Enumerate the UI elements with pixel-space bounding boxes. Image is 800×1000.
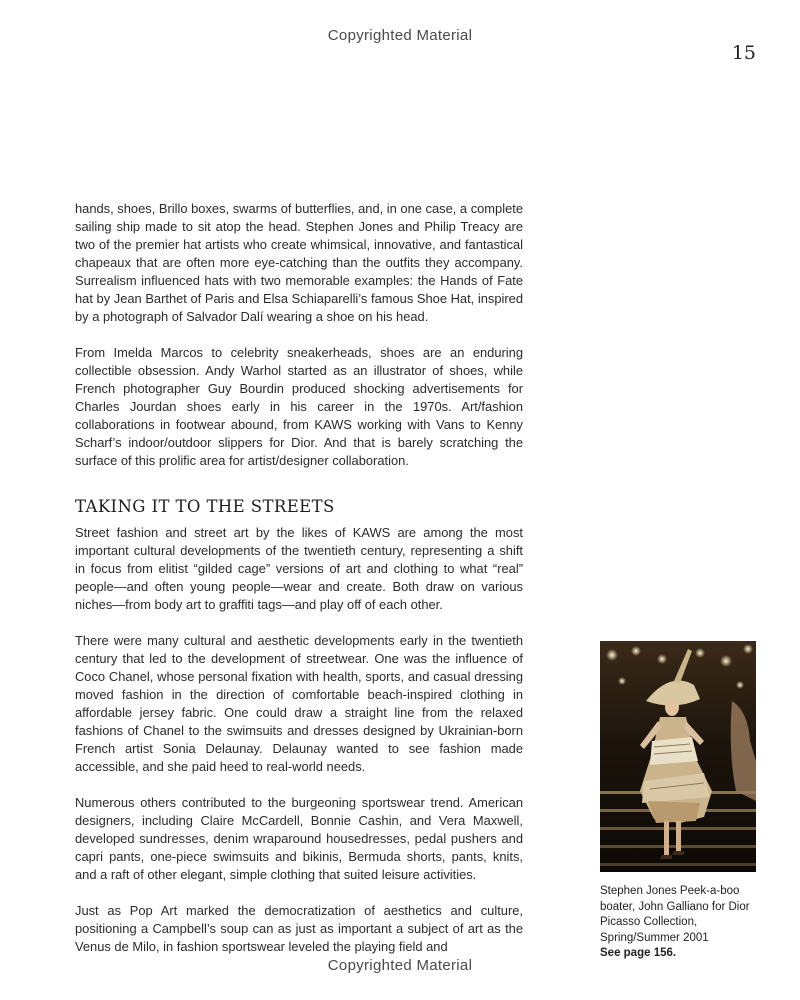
page-number: 15 <box>731 42 756 64</box>
body-paragraph: From Imelda Marcos to celebrity sneakerheads, shoes are an enduring collectible obsession. Andy Warhol started as an illustrator of shoes, while French photographer Guy Bourdin produced shocking advertisements for Charles Jourdan shoes early in his career in the 1970s. Art/fashion collaborations in footwear abound, from KAWS working with Vans to Kenny Scharf’s indoor/outdoor slippers for Dior. And that is barely scratching the surface of this prolific area for artist/designer collaboration. <box>75 345 523 468</box>
body-paragraph: hands, shoes, Brillo boxes, swarms of butterflies, and, in one case, a complete sailing ship made to sit atop the head. Stephen Jones and Philip Treacy are two of the premier hat artists who create whimsical, innovative, and fantastical chapeaux that are often more eye-catching than the outfits they accompany. Surrealism influenced hats with two memorable examples: the Hands of Fate hat by Jean Barthet of Paris and Elsa Schiaparelli’s famous Shoe Hat, inspired by a photograph of Salvador Dalí wearing a shoe on his head. <box>75 201 523 324</box>
body-paragraph: There were many cultural and aesthetic developments early in the twentieth century that led to the development of streetwear. One was the influence of Coco Chanel, whose personal fixation with health, sports, and casual dressing moved fashion in the direction of comfortable beach-inspired clothing in affordable jersey fabric. One could draw a straight line from the relaxed fashions of Chanel to the swimsuits and dresses designed by Ukrainian-born French artist Sonia Delaunay. Delaunay wanted to see fashion made accessible, and she paid heed to real-world needs. <box>75 633 523 774</box>
section-heading: TAKING IT TO THE STREETS <box>75 497 335 516</box>
caption-page-reference: See page 156. <box>600 947 677 959</box>
caption-text: Stephen Jones Peek-a-boo boater, John Galliano for Dior Picasso Collection, Spring/Summer 2001 <box>600 885 750 944</box>
watermark-top: Copyrighted Material <box>327 27 473 44</box>
runway-photo-illustration <box>600 641 756 872</box>
body-paragraph: Street fashion and street art by the likes of KAWS are among the most important cultural developments of the twentieth century, representing a shift in focus from elitist “gilded cage” versions of art and clothing to what “real” people—and often young people—wear and create. Both draw on various niches—from body art to graffiti tags—and play off of each other. <box>75 525 523 612</box>
watermark-bottom: Copyrighted Material <box>327 957 473 974</box>
body-paragraph: Just as Pop Art marked the democratization of aesthetics and culture, positioning a Campbell’s soup can as just as important a subject of art as the Venus de Milo, in fashion sportswear leveled the playing field and <box>75 903 523 954</box>
main-text-column <box>75 200 523 974</box>
body-paragraph: Numerous others contributed to the burgeoning sportswear trend. American designers, including Claire McCardell, Bonnie Cashin, and Vera Maxwell, developed sundresses, denim wraparound housedresses, pedal pushers and capri pants, one-piece swimsuits and bikinis, Bermuda shorts, pants, knits, and a raft of other elegant, simple clothing that suited leisure activities. <box>75 795 523 882</box>
figure-caption <box>600 884 770 962</box>
runway-photo <box>600 641 756 872</box>
